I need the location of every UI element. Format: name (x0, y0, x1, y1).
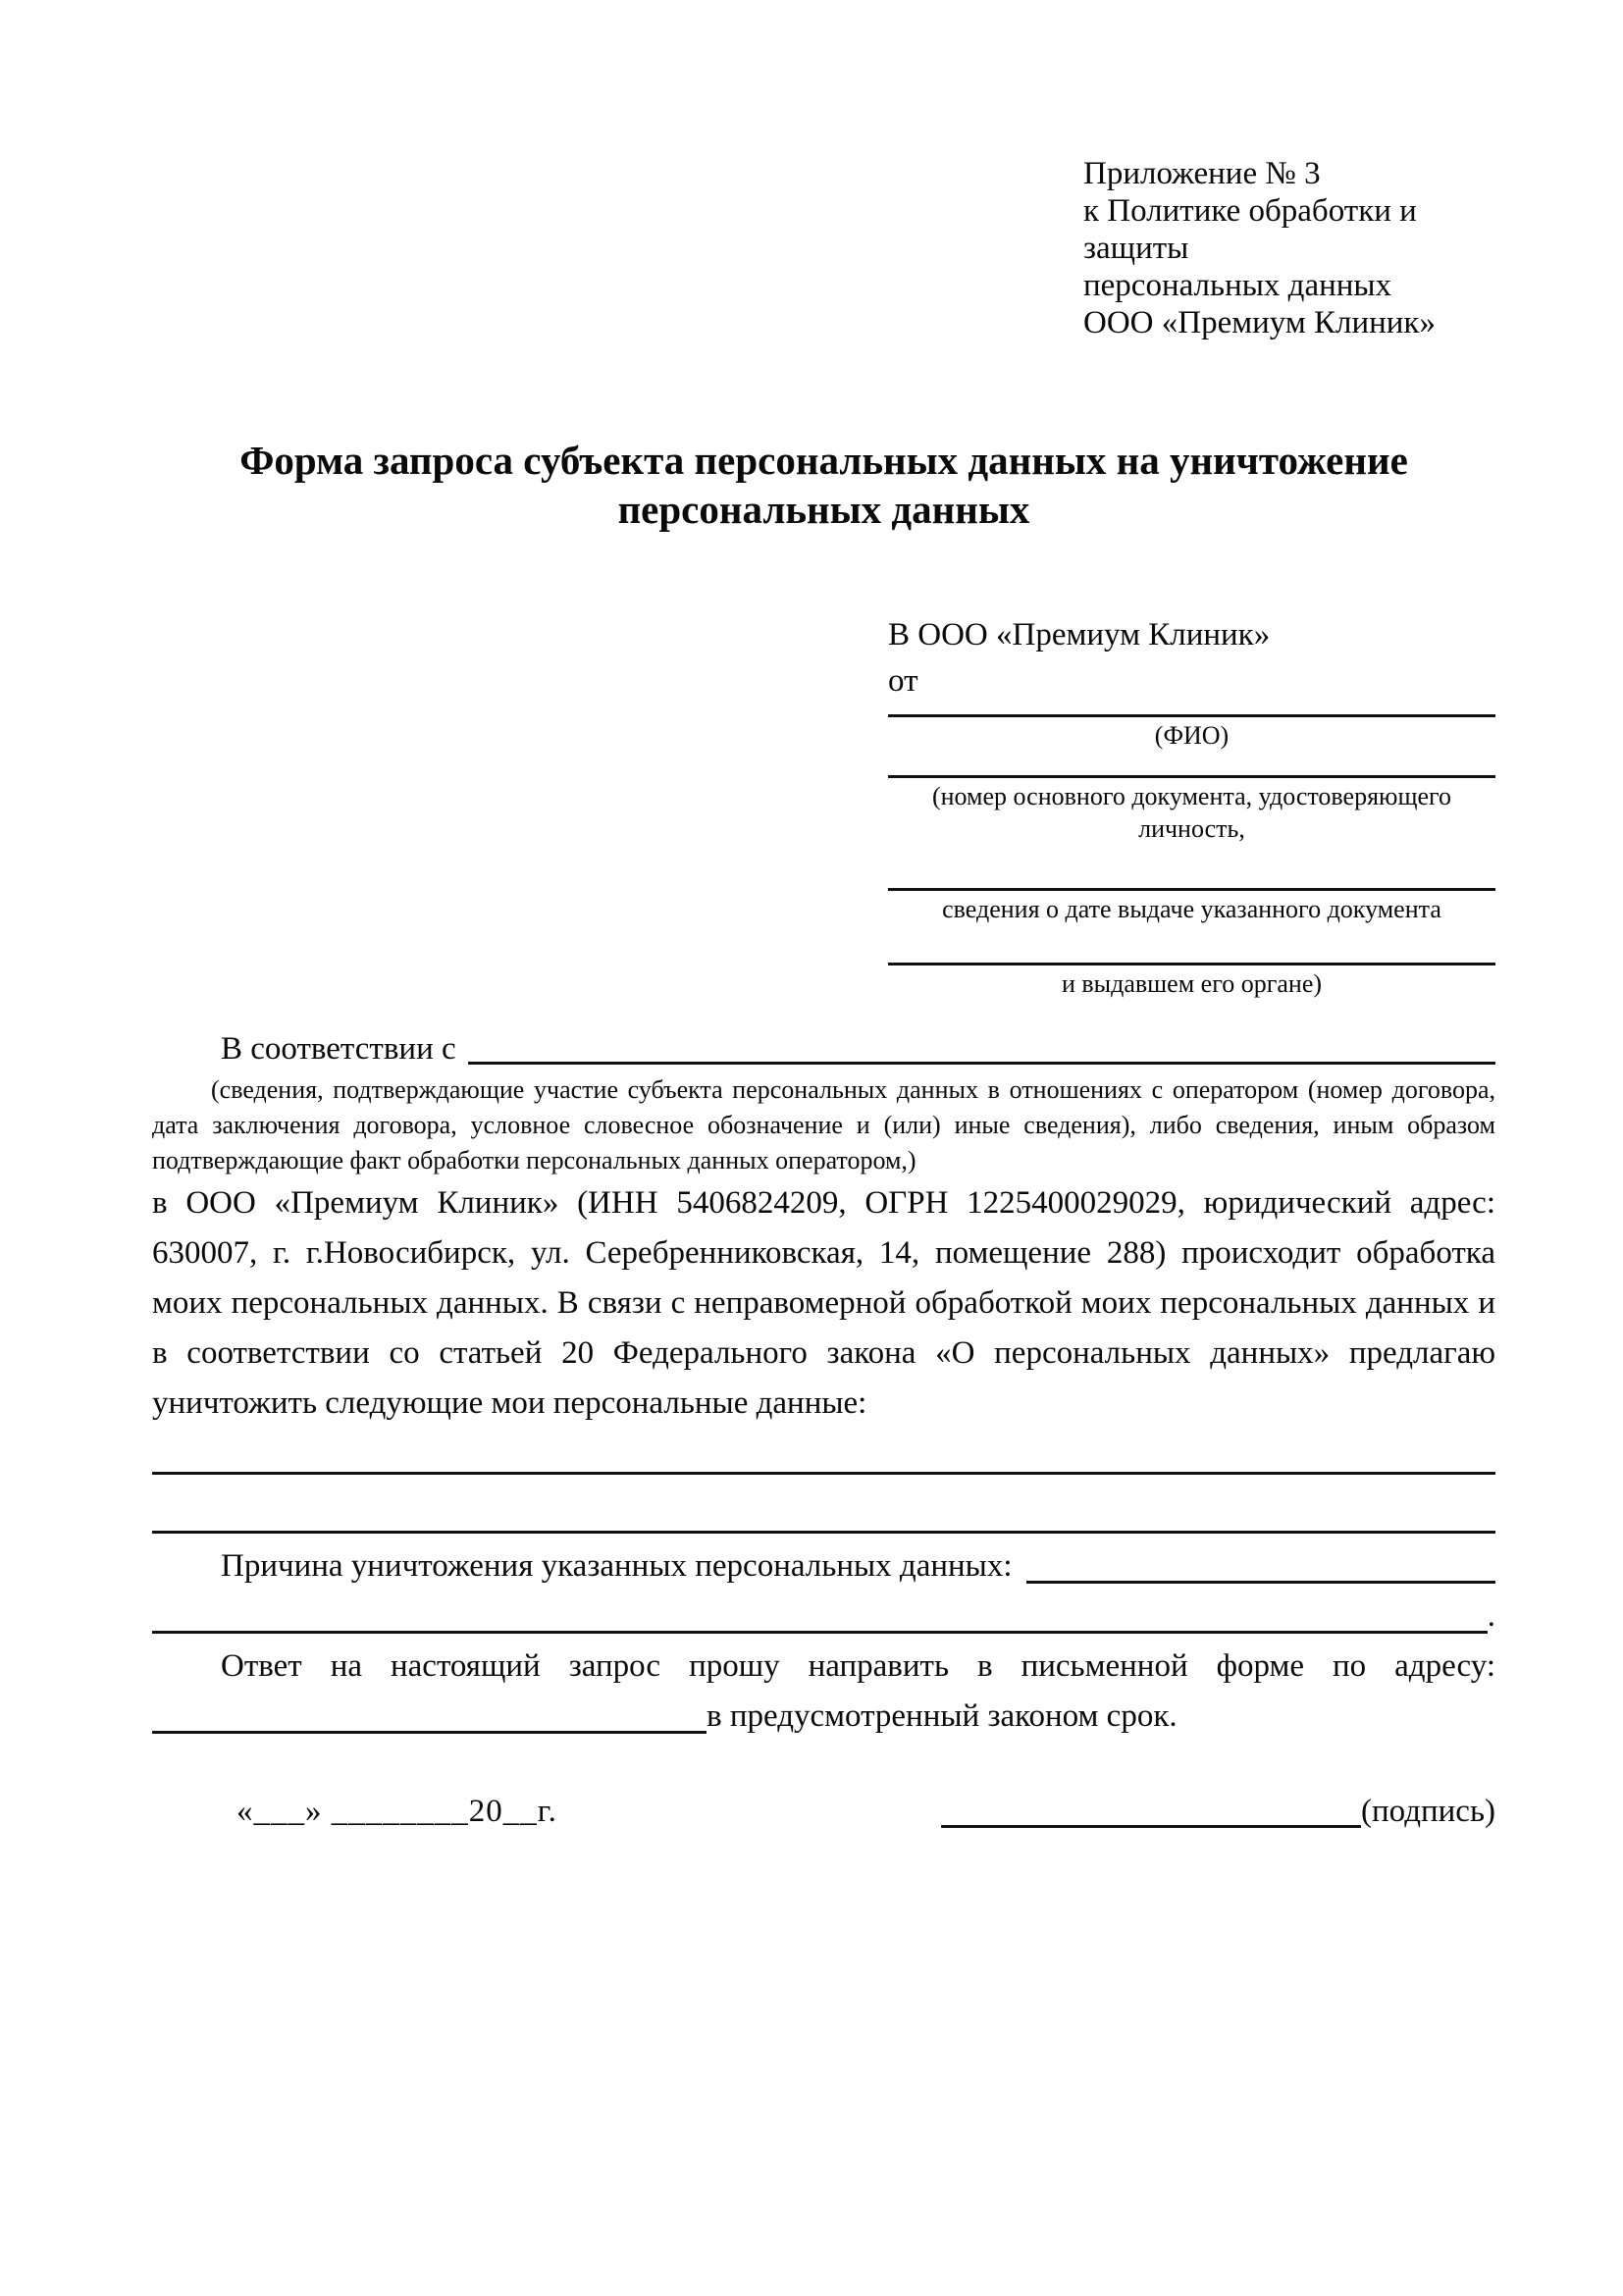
answer-sentence: Ответ на настоящий запрос прошу направить в письменной форме по адресу: (221, 1648, 1495, 1684)
appendix-header-line: ООО «Премиум Клиник» (1083, 305, 1436, 340)
data-blank-line-2 (152, 1531, 1495, 1534)
date-blank-text: «___» ________20__г. (236, 1794, 557, 1829)
recipient-block (888, 612, 1495, 1000)
accordance-blank-line (468, 1025, 1495, 1065)
recipient-to: В ООО «Премиум Клиник» (888, 617, 1271, 652)
answer-address-row (152, 1692, 1495, 1742)
reason-blank-line (1026, 1541, 1495, 1584)
signature-blank-line (941, 1787, 1361, 1828)
signature-block (941, 1787, 1495, 1837)
paragraph-indent (152, 1541, 221, 1592)
issue-date-caption: сведения о дате выдаче указанного документа (942, 895, 1441, 923)
reason-row (152, 1541, 1495, 1592)
id-doc-blank-line (888, 752, 1495, 778)
accordance-row (152, 1025, 1495, 1072)
reason-continuation-row (152, 1592, 1495, 1642)
document-title: Форма запроса субъекта персональных данных на уничтожение персональных данных (239, 438, 1408, 532)
issuing-authority-blank-line (888, 925, 1495, 965)
reason-label: Причина уничтожения указанных персональных данных: (221, 1548, 1013, 1584)
issue-date-blank-line (888, 845, 1495, 891)
issuing-authority-caption: и выдавшем его органе) (1061, 969, 1323, 998)
recipient-from-label: от (888, 663, 918, 699)
id-doc-caption: (номер основного документа, удостоверяющего личность, (931, 782, 1452, 843)
fio-blank-line (888, 704, 1495, 717)
reason-blank-line-2 (152, 1592, 1488, 1634)
appendix-header-line: персональных данных (1083, 268, 1392, 303)
appendix-header (1083, 155, 1495, 341)
main-paragraph: в ООО «Премиум Клиник» (ИНН 5406824209, ОГРН 1225400029029, юридический адрес: 630007, г. г.Новосибирск, ул. Серебренниковская, 14, помещение 288) происходит обработка моих персональных данных. В связи с неправомерной обработкой моих персональных данных и в соответствии со статьей 20 Федерального закона «О персональных данных» предлагаю уничтожить следующие мои персональные данные: (152, 1185, 1495, 1421)
footer-row (152, 1787, 1495, 1837)
appendix-header-line: Приложение № 3 (1083, 156, 1321, 191)
signature-caption: (подпись) (1361, 1794, 1495, 1829)
accordance-label: В соответствии с (221, 1031, 456, 1067)
answer-tail: в предусмотренный законом срок. (707, 1698, 1178, 1734)
address-blank-line (152, 1692, 707, 1734)
data-blank-line-1 (152, 1472, 1495, 1475)
paragraph-indent (152, 1025, 221, 1072)
reason-period: . (1487, 1598, 1495, 1634)
footnote: (сведения, подтверждающие участие субъекта персональных данных в отношениях с оператором (номер договора, дата заключения договора, условное словесное обозначение и (или) иные сведения), либо сведения, иным образом подтверждающие факт обработки персональных данных оператором,) (152, 1075, 1495, 1174)
fio-caption: (ФИО) (1154, 721, 1230, 750)
appendix-header-line: к Политике обработки и защиты (1083, 193, 1417, 266)
